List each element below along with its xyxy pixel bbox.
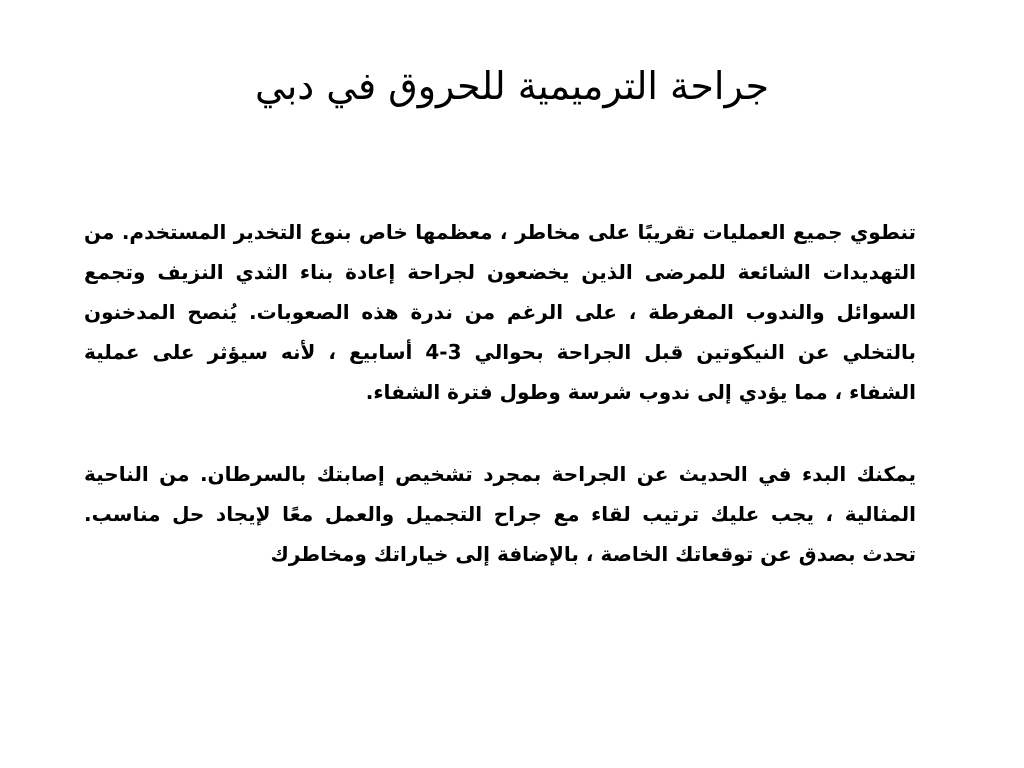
- paragraph-risks: تنطوي جميع العمليات تقريبًا على مخاطر ، معظمها خاص بنوع التخدير المستخدم. من التهديدات الشائعة للمرضى الذين يخضعون لجراحة إعادة بناء الثدي النزيف وتجمع السوائل والندوب المفرطة ، على الرغم من ندرة هذه الصعوبات. يُنصح المدخنون بالتخلي عن النيكوتين قبل الجراحة بحوالي 3-4 أسابيع ، لأنه سيؤثر على عملية الشفاء ، مما يؤدي إلى ندوب شرسة وطول فترة الشفاء.: [84, 220, 916, 404]
- slide-body: [84, 212, 916, 574]
- paragraph-consultation: يمكنك البدء في الحديث عن الجراحة بمجرد تشخيص إصابتك بالسرطان. من الناحية المثالية ، يجب عليك ترتيب لقاء مع جراح التجميل والعمل معًا لإيجاد حل مناسب. تحدث بصدق عن توقعاتك الخاصة ، بالإضافة إلى خياراتك ومخاطرك: [84, 462, 916, 566]
- slide-title: جراحة الترميمية للحروق في دبي: [255, 64, 769, 108]
